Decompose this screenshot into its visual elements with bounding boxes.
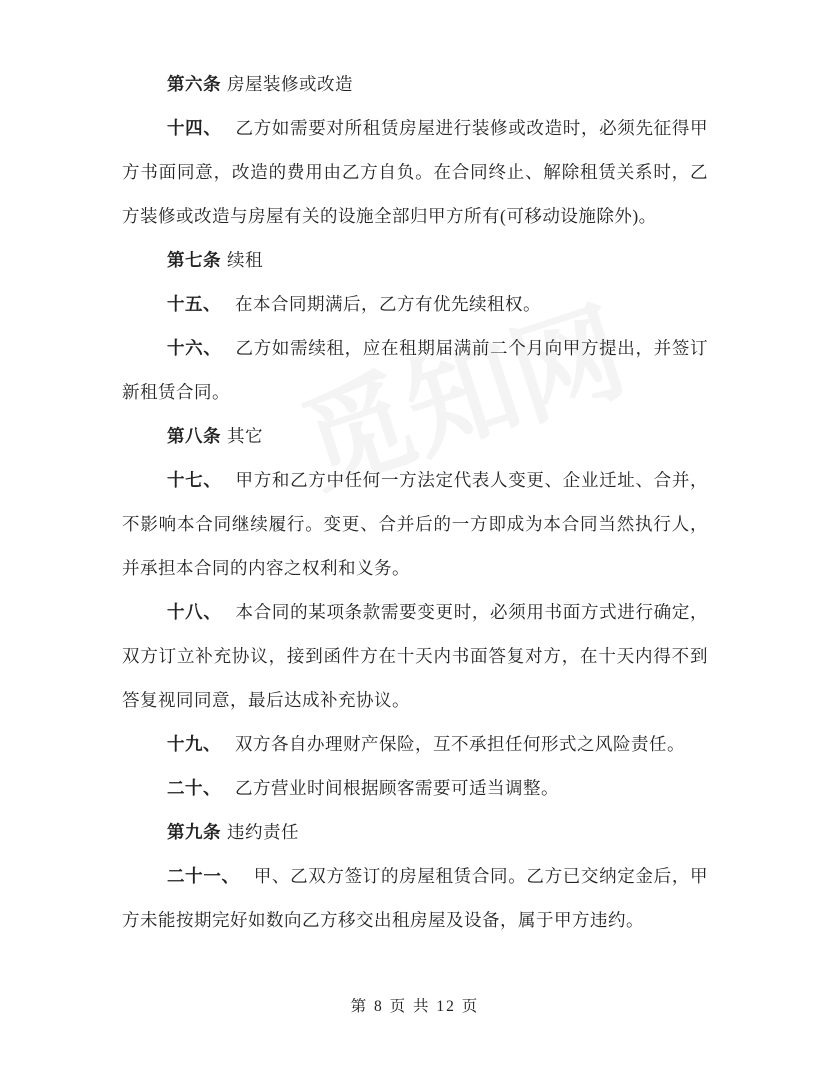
section-title: 续租 (227, 250, 263, 270)
paragraph (122, 282, 708, 326)
clause-number: 十四、 (167, 118, 222, 138)
section-title: 违约责任 (227, 822, 299, 842)
clause-number: 二十、 (167, 778, 221, 798)
section-label: 第六条 (167, 74, 221, 94)
paragraph (122, 854, 708, 942)
clause-text: 双方各自办理财产保险，互不承担任何形式之风险责任。 (235, 734, 685, 754)
paragraph (122, 590, 708, 722)
section-heading (122, 62, 708, 106)
document-content (122, 62, 708, 942)
page-footer: 第 8 页 共 12 页 (350, 998, 480, 1015)
section-title: 房屋装修或改造 (227, 74, 353, 94)
clause-text: 乙方如需续租，应在租期届满前二个月向甲方提出，并签订新租赁合同。 (122, 338, 709, 402)
paragraph (122, 766, 708, 810)
section-heading (122, 810, 708, 854)
paragraph (122, 106, 708, 238)
section-label: 第九条 (167, 822, 221, 842)
section-label: 第七条 (167, 250, 221, 270)
clause-number: 十八、 (167, 602, 222, 622)
clause-text: 在本合同期满后，乙方有优先续租权。 (235, 294, 541, 314)
clause-number: 十九、 (167, 734, 221, 754)
clause-text: 乙方营业时间根据顾客需要可适当调整。 (235, 778, 559, 798)
clause-number: 十七、 (167, 470, 222, 490)
paragraph (122, 458, 708, 590)
clause-text: 本合同的某项条款需要变更时，必须用书面方式进行确定，双方订立补充协议，接到函件方在十天内书面答复对方，在十天内得不到答复视同同意，最后达成补充协议。 (122, 602, 709, 710)
section-heading (122, 414, 708, 458)
clause-text: 甲、乙双方签订的房屋租赁合同。乙方已交纳定金后，甲方未能按期完好如数向乙方移交出租房屋及设备，属于甲方违约。 (122, 866, 709, 930)
clause-number: 十五、 (167, 294, 221, 314)
clause-number: 十六、 (167, 338, 222, 358)
section-heading (122, 238, 708, 282)
clause-text: 甲方和乙方中任何一方法定代表人变更、企业迁址、合并，不影响本合同继续履行。变更、合并后的一方即成为本合同当然执行人，并承担本合同的内容之权利和义务。 (122, 470, 709, 578)
clause-number: 二十一、 (167, 866, 240, 886)
paragraph (122, 722, 708, 766)
section-title: 其它 (227, 426, 263, 446)
section-label: 第八条 (167, 426, 221, 446)
clause-text: 乙方如需要对所租赁房屋进行装修或改造时，必须先征得甲方书面同意，改造的费用由乙方自负。在合同终止、解除租赁关系时，乙方装修或改造与房屋有关的设施全部归甲方所有(可移动设施除外)。 (122, 118, 709, 226)
paragraph (122, 326, 708, 414)
